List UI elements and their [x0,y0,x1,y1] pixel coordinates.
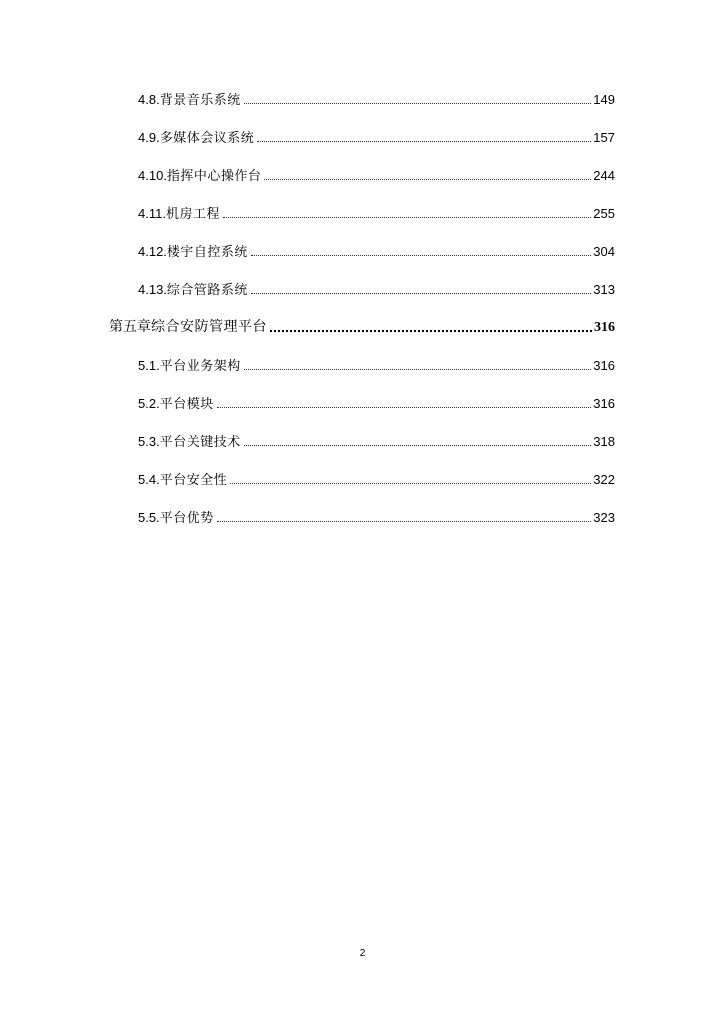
toc-entry-number: 5.5. [138,510,160,525]
toc-entry-title: 楼宇自控系统 [166,244,248,259]
toc-dot-leader [223,216,591,218]
toc-entry-title: 平台优势 [159,510,214,525]
toc-entry-page: 316 [593,358,615,373]
toc-dot-leader [217,520,592,522]
toc-entry[interactable] [0,428,725,450]
toc-entry-page: 157 [593,130,615,145]
toc-entry-title: 背景音乐系统 [159,92,241,107]
toc-dot-leader [244,444,592,446]
toc-entry-number: 4.8. [138,92,160,107]
toc-entry-title: 平台安全性 [159,472,228,487]
toc-entry-number: 5.3. [138,434,160,449]
toc-entry-title: 多媒体会议系统 [159,130,255,145]
toc-entry-number: 4.9. [138,130,160,145]
toc-entry[interactable] [0,124,725,146]
toc-entry-number: 4.10. [138,168,167,183]
toc-entry-number: 5.2. [138,396,160,411]
toc-entry-page: 313 [593,282,615,297]
toc-entry-page: 316 [593,396,615,411]
toc-entry-title: 平台关键技术 [159,434,241,449]
toc-entry[interactable] [0,276,725,298]
toc-entry-title: 综合管路系统 [166,282,248,297]
toc-dot-leader [251,254,591,256]
toc-entry-number: 4.12. [138,244,167,259]
toc-chapter-entry[interactable] [0,314,725,336]
toc-entry[interactable] [0,238,725,260]
toc-entry-title: 指挥中心操作台 [166,168,262,183]
toc-dot-leader [217,406,592,408]
toc-entry-page: 244 [593,168,615,183]
toc-entry[interactable] [0,390,725,412]
toc-chapter-number: 第五章 [109,320,151,335]
toc-chapter-title: 综合安防管理平台 [151,320,267,335]
toc-entry-number: 4.11. [138,206,166,221]
toc-entry[interactable] [0,466,725,488]
toc-entry[interactable] [0,504,725,526]
toc-entry[interactable] [0,162,725,184]
toc-dot-leader [251,292,591,294]
toc-entry-page: 304 [593,244,615,259]
toc-entry[interactable] [0,86,725,108]
toc-entry-number: 5.4. [138,472,160,487]
toc-entry-page: 318 [593,434,615,449]
toc-entry-page: 323 [593,510,615,525]
toc-entry-page: 149 [593,92,615,107]
toc-entry-page: 255 [593,206,615,221]
toc-dot-leader [230,482,591,484]
toc-entry[interactable] [0,200,725,222]
toc-dot-leader [264,178,591,180]
page-number: 2 [359,948,366,959]
toc-dot-leader [270,329,592,332]
toc-chapter-page: 316 [594,320,615,335]
toc-dot-leader [244,102,592,104]
toc-entry-page: 322 [593,472,615,487]
toc-entry-number: 4.13. [138,282,167,297]
toc-entry-title: 机房工程 [165,206,220,221]
toc-entry-number: 5.1. [138,358,160,373]
toc-dot-leader [257,140,591,142]
toc-entry-title: 平台模块 [159,396,214,411]
toc-entry[interactable] [0,352,725,374]
toc-entry-title: 平台业务架构 [159,358,241,373]
toc-dot-leader [244,368,592,370]
